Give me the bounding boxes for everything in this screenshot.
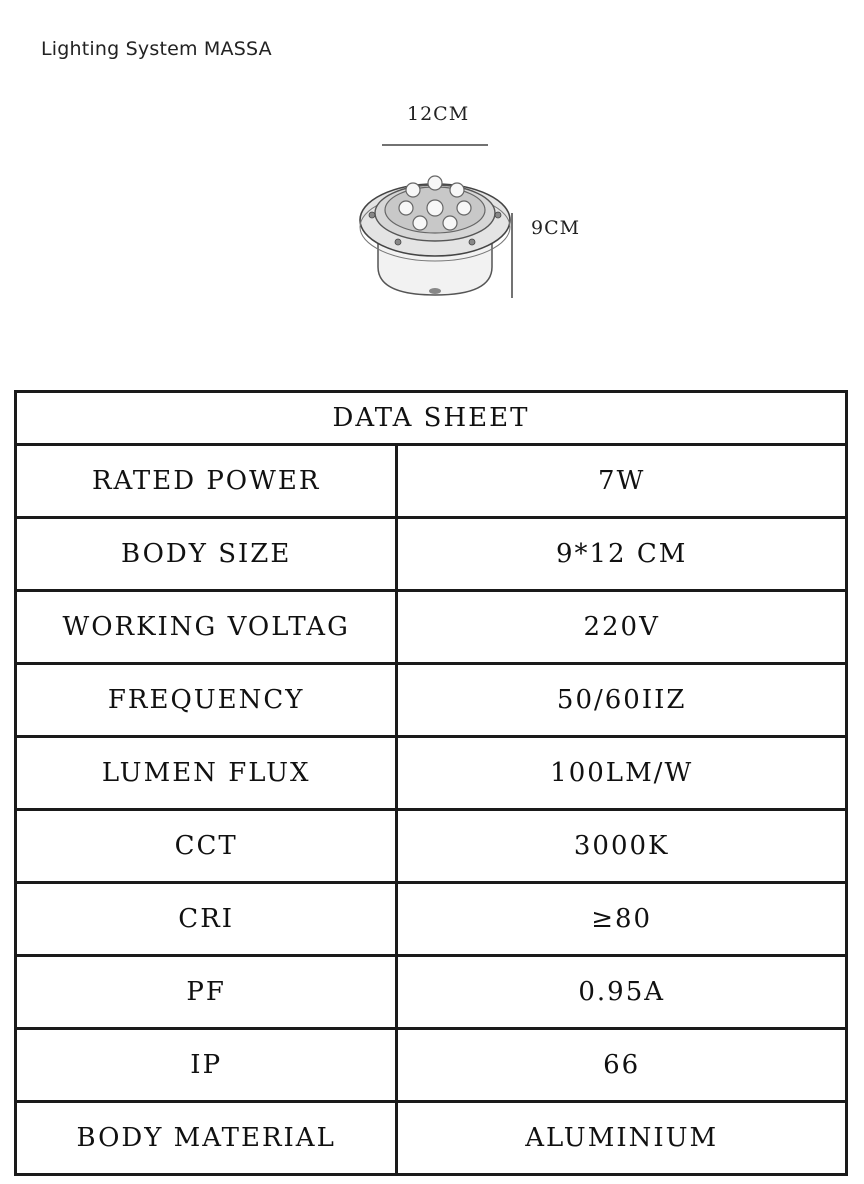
- spec-name: BODY SIZE: [16, 518, 397, 591]
- table-title: DATA SHEET: [16, 392, 847, 445]
- spec-name: PF: [16, 956, 397, 1029]
- table-row: [16, 591, 847, 664]
- spec-value: ALUMINIUM: [397, 1102, 847, 1175]
- spec-value: 3000K: [397, 810, 847, 883]
- spec-name: BODY MATERIAL: [16, 1102, 397, 1175]
- brand-title: Lighting System MASSA: [41, 38, 272, 60]
- spec-name: FREQUENCY: [16, 664, 397, 737]
- table-row: [16, 518, 847, 591]
- data-sheet-table: [14, 390, 848, 1176]
- spec-value: 7W: [397, 445, 847, 518]
- spec-value: 100LM/W: [397, 737, 847, 810]
- inground-light-icon: [340, 95, 600, 315]
- spec-name: CRI: [16, 883, 397, 956]
- spec-value: ≥80: [397, 883, 847, 956]
- spec-name: CCT: [16, 810, 397, 883]
- table-header-row: [16, 392, 847, 445]
- spec-value: 220V: [397, 591, 847, 664]
- table-row: [16, 1102, 847, 1175]
- spec-name: RATED POWER: [16, 445, 397, 518]
- table-row: [16, 1029, 847, 1102]
- spec-value: 9*12 CM: [397, 518, 847, 591]
- table-row: [16, 810, 847, 883]
- spec-value: 50/60IIZ: [397, 664, 847, 737]
- table-row: [16, 445, 847, 518]
- width-dimension-label: 12CM: [407, 103, 470, 125]
- table-row: [16, 737, 847, 810]
- product-figure: [340, 95, 600, 315]
- table-row: [16, 883, 847, 956]
- spec-name: WORKING VOLTAG: [16, 591, 397, 664]
- spec-value: 0.95A: [397, 956, 847, 1029]
- table-row: [16, 956, 847, 1029]
- height-dimension-label: 9CM: [531, 217, 581, 239]
- spec-name: LUMEN FLUX: [16, 737, 397, 810]
- spec-name: IP: [16, 1029, 397, 1102]
- spec-value: 66: [397, 1029, 847, 1102]
- table-row: [16, 664, 847, 737]
